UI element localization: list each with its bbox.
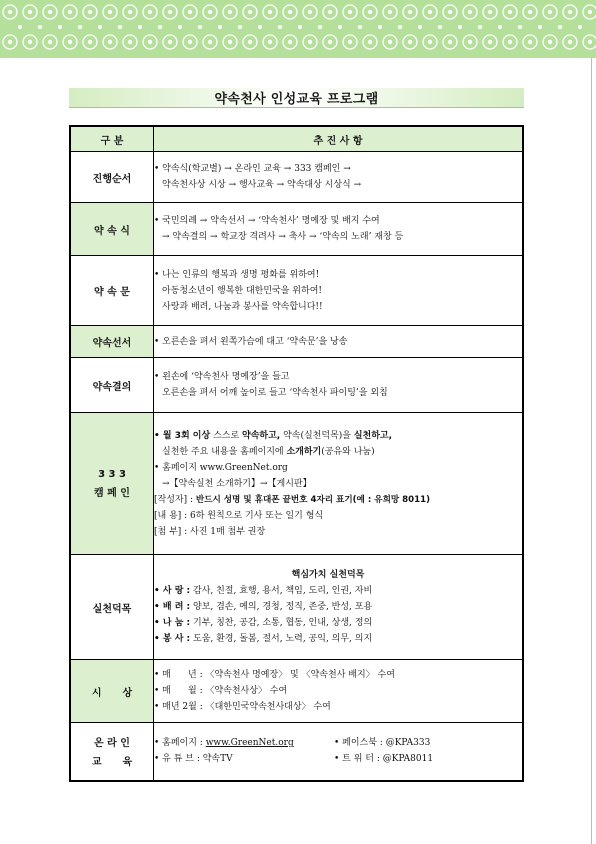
- online-youtube: • 유 튜 브 : 약속TV: [154, 754, 233, 765]
- banner-motif: [543, 35, 557, 49]
- banner-dot: [518, 25, 522, 29]
- banner-motif: [263, 35, 277, 49]
- campaign-share-suffix: (공유와 나눔): [321, 446, 375, 457]
- banner-dot: [498, 25, 502, 29]
- row-label-virtues: 실천덕목: [70, 555, 154, 660]
- virtue-values: 감사, 친절, 효행, 용서, 책임, 도리, 인권, 자비: [190, 586, 373, 596]
- banner-motif: [423, 5, 437, 19]
- banner-motif: [243, 5, 257, 19]
- award-line-1: • 매 년 : 〈약속천사 명예장〉 및 〈약속천사 배지〉 수여: [154, 670, 395, 680]
- banner-motif: [163, 35, 177, 49]
- virtue-item: [154, 599, 522, 615]
- banner-motif: [463, 35, 477, 49]
- campaign-virtue: 약속(실천덕목)을: [280, 430, 354, 441]
- banner-motif: [143, 5, 157, 19]
- row-label-oath: 약속선서: [70, 326, 154, 358]
- table-row-oath: [70, 326, 523, 358]
- banner-motif: [23, 35, 37, 49]
- banner-motif: [203, 5, 217, 19]
- online-label-1: 온 라 인: [94, 738, 130, 750]
- banner-dot: [98, 25, 102, 29]
- campaign-self: 스스로: [210, 430, 243, 441]
- campaign-promise: 약속하고,: [242, 430, 281, 441]
- online-row-1: [154, 735, 522, 751]
- banner-motif: [443, 5, 457, 19]
- ceremony-line-1: • 국민의례 → 약속선서 → ‘약속천사’ 명예장 및 배지 수여: [154, 216, 380, 226]
- table-row-virtues: [70, 555, 523, 660]
- banner-motif: [283, 35, 297, 49]
- virtue-key: • 봉 사 :: [154, 634, 191, 644]
- banner-motif: [183, 35, 197, 49]
- banner-dot: [158, 25, 162, 29]
- banner-dot: [118, 25, 122, 29]
- banner-dot: [338, 25, 342, 29]
- virtue-values: 기부, 칭찬, 공감, 소통, 협동, 인내, 상생, 정의: [190, 618, 373, 628]
- banner-motif: [383, 5, 397, 19]
- page-title: 약속천사 인성교육 프로그램: [214, 92, 379, 107]
- pledge-line-3: 사랑과 배려, 나눔과 봉사를 약속합니다!!: [162, 301, 323, 312]
- banner-motif: [323, 5, 337, 19]
- online-label-2: 교 육: [91, 757, 133, 769]
- banner-dot: [238, 25, 242, 29]
- campaign-line-4: →【약속실천 소개하기】→【게시판】: [162, 478, 312, 489]
- decorative-banner: [0, 0, 596, 58]
- campaign-practice: 실천하고,: [353, 430, 393, 441]
- banner-motif: [223, 5, 237, 19]
- campaign-share: 소개하기: [286, 446, 322, 457]
- banner-motif: [583, 5, 596, 19]
- resolution-line-1: • 왼손에 ‘약속천사 명예장’을 들고: [154, 372, 290, 382]
- banner-dot: [18, 25, 22, 29]
- online-facebook: • 페이스북 : @KPA333: [334, 738, 431, 749]
- row-label-online: [70, 723, 154, 781]
- banner-dot: [478, 25, 482, 29]
- campaign-line-3: • 홈페이지 www.GreenNet.org: [154, 462, 288, 473]
- campaign-line-1: [154, 428, 522, 444]
- banner-motif: [523, 5, 537, 19]
- banner-motif: [243, 35, 257, 49]
- virtue-item: [154, 615, 522, 631]
- row-label-pledge: 약 속 문: [70, 256, 154, 326]
- homepage-key: • 홈페이지 :: [154, 738, 206, 749]
- homepage-link[interactable]: www.GreenNet.org: [205, 738, 294, 749]
- banner-dot: [58, 25, 62, 29]
- banner-motif: [163, 5, 177, 19]
- table-row-campaign: [70, 413, 523, 555]
- banner-motif: [363, 5, 377, 19]
- banner-dot: [378, 25, 382, 29]
- award-line-3: • 매년 2월 : 〈대한민국약속천사대상〉 수여: [154, 702, 331, 712]
- order-line-1: • 약속식(학교별) → 온라인 교육 → 333 캠페인 →: [154, 164, 351, 174]
- banner-dot: [198, 25, 202, 29]
- banner-motif: [43, 35, 57, 49]
- row-content-pledge: [154, 256, 524, 326]
- banner-dot: [318, 25, 322, 29]
- table-row-ceremony: [70, 203, 523, 256]
- banner-motif: [143, 35, 157, 49]
- oath-line-1: • 오른손을 펴서 왼쪽가슴에 대고 ‘약속문’을 낭송: [154, 336, 348, 347]
- banner-motif: [403, 5, 417, 19]
- banner-motif: [263, 5, 277, 19]
- banner-dot: [538, 25, 542, 29]
- banner-motif: [63, 35, 77, 49]
- row-content-ceremony: [154, 203, 524, 256]
- banner-dot: [418, 25, 422, 29]
- banner-dot: [38, 25, 42, 29]
- banner-motif: [503, 35, 517, 49]
- banner-motif: [83, 5, 97, 19]
- header-category: 구 분: [70, 126, 154, 152]
- row-label-award: 시 상: [70, 660, 154, 723]
- banner-motif: [483, 35, 497, 49]
- banner-motif: [423, 35, 437, 49]
- table-header-row: [70, 126, 523, 152]
- banner-motif: [303, 5, 317, 19]
- banner-motif: [543, 5, 557, 19]
- virtue-values: 양보, 겸손, 예의, 경청, 정직, 존중, 반성, 포용: [190, 602, 373, 612]
- banner-motif: [283, 5, 297, 19]
- campaign-monthly: • 월 3회 이상: [154, 430, 211, 441]
- campaign-share-prefix: 실천한 주요 내용을 홈페이지에: [162, 446, 287, 457]
- row-label-campaign: [70, 413, 154, 555]
- banner-dot: [458, 25, 462, 29]
- ceremony-line-2: → 약속결의 → 학교장 격려사 → 축사 → ‘약속의 노래’ 재창 등: [162, 232, 404, 242]
- banner-dot: [558, 25, 562, 29]
- campaign-label-1: 3 3 3: [98, 468, 126, 480]
- campaign-line-7: [첨 부] : 사진 1매 첨부 권장: [154, 526, 266, 537]
- campaign-line-5: [154, 492, 522, 508]
- banner-motif: [383, 35, 397, 49]
- banner-dot: [78, 25, 82, 29]
- page-edge: [591, 58, 592, 844]
- banner-motif: [123, 5, 137, 19]
- row-content-online: [154, 723, 524, 781]
- table-row-order: [70, 152, 523, 203]
- row-content-order: [154, 152, 524, 203]
- online-twitter: • 트 위 터 : @KPA8011: [334, 754, 434, 765]
- table-row-online: [70, 723, 523, 781]
- title-bar: [69, 88, 524, 108]
- banner-motif: [23, 5, 37, 19]
- row-label-order: 진행순서: [70, 152, 154, 203]
- banner-motif: [443, 35, 457, 49]
- campaign-line-6: [내 용] : 6하 원칙으로 기사 또는 일기 형식: [154, 510, 324, 521]
- virtue-item: [154, 583, 522, 599]
- banner-motif: [563, 35, 577, 49]
- banner-dot: [138, 25, 142, 29]
- banner-motif: [563, 5, 577, 19]
- banner-motif: [343, 5, 357, 19]
- virtue-key: • 사 랑 :: [154, 586, 191, 596]
- banner-motif: [523, 35, 537, 49]
- banner-motif: [3, 5, 17, 19]
- virtues-heading: 핵심가치 실천덕목: [291, 570, 365, 580]
- program-table: [69, 125, 524, 782]
- banner-motif: [583, 35, 596, 49]
- row-content-resolution: [154, 358, 524, 413]
- banner-dot: [178, 25, 182, 29]
- table-row-award: [70, 660, 523, 723]
- virtue-key: • 배 려 :: [154, 602, 191, 612]
- banner-dot: [218, 25, 222, 29]
- banner-motif: [363, 35, 377, 49]
- banner-motif: [223, 35, 237, 49]
- banner-motif: [43, 5, 57, 19]
- banner-motif: [343, 35, 357, 49]
- banner-dot: [258, 25, 262, 29]
- banner-motif: [303, 35, 317, 49]
- row-content-campaign: [154, 413, 524, 555]
- campaign-line-2: [154, 444, 522, 460]
- banner-motif: [63, 5, 77, 19]
- virtue-item: [154, 631, 522, 647]
- banner-motif: [463, 5, 477, 19]
- banner-dot: [398, 25, 402, 29]
- virtue-values: 도움, 환경, 돌봄, 절서, 노력, 공익, 의무, 의지: [190, 634, 373, 644]
- row-content-oath: [154, 326, 524, 358]
- row-content-award: [154, 660, 524, 723]
- campaign-label-2: 캠 페 인: [94, 487, 130, 499]
- banner-dot: [578, 25, 582, 29]
- banner-dot: [438, 25, 442, 29]
- banner-motif: [123, 35, 137, 49]
- order-line-2: 약속천사상 시상 → 행사교육 → 약속대상 시상식 →: [162, 180, 362, 190]
- banner-dot: [298, 25, 302, 29]
- banner-motif: [3, 35, 17, 49]
- banner-motif: [83, 35, 97, 49]
- row-label-resolution: 약속결의: [70, 358, 154, 413]
- campaign-author-rule: 반드시 성명 및 휴대폰 끝번호 4자리 표기(예 : 유희망 8011): [195, 494, 431, 505]
- banner-pattern: [0, 0, 596, 58]
- header-details: 추 진 사 항: [154, 126, 524, 152]
- banner-motif: [403, 35, 417, 49]
- banner-motif: [483, 5, 497, 19]
- online-row-2: [154, 751, 522, 767]
- award-line-2: • 매 월 : 〈약속천사상〉 수여: [154, 686, 288, 696]
- virtue-key: • 나 눔 :: [154, 618, 191, 628]
- row-label-ceremony: 약 속 식: [70, 203, 154, 256]
- banner-motif: [323, 35, 337, 49]
- banner-motif: [203, 35, 217, 49]
- banner-motif: [103, 35, 117, 49]
- row-content-virtues: [154, 555, 524, 660]
- banner-dot: [358, 25, 362, 29]
- banner-dot: [278, 25, 282, 29]
- pledge-line-2: 아동청소년이 행복한 대한민국을 위하여!: [162, 285, 322, 296]
- banner-motif: [503, 5, 517, 19]
- table-row-pledge: [70, 256, 523, 326]
- banner-motif: [103, 5, 117, 19]
- table-row-resolution: [70, 358, 523, 413]
- banner-motif: [183, 5, 197, 19]
- resolution-line-2: 오른손을 펴서 어깨 높이로 들고 ‘약속천사 파이팅’을 외침: [162, 388, 388, 398]
- online-homepage: [154, 735, 334, 751]
- pledge-line-1: • 나는 인류의 행복과 생명 평화를 위하여!: [154, 269, 320, 280]
- campaign-author-key: [작성자] :: [154, 494, 196, 505]
